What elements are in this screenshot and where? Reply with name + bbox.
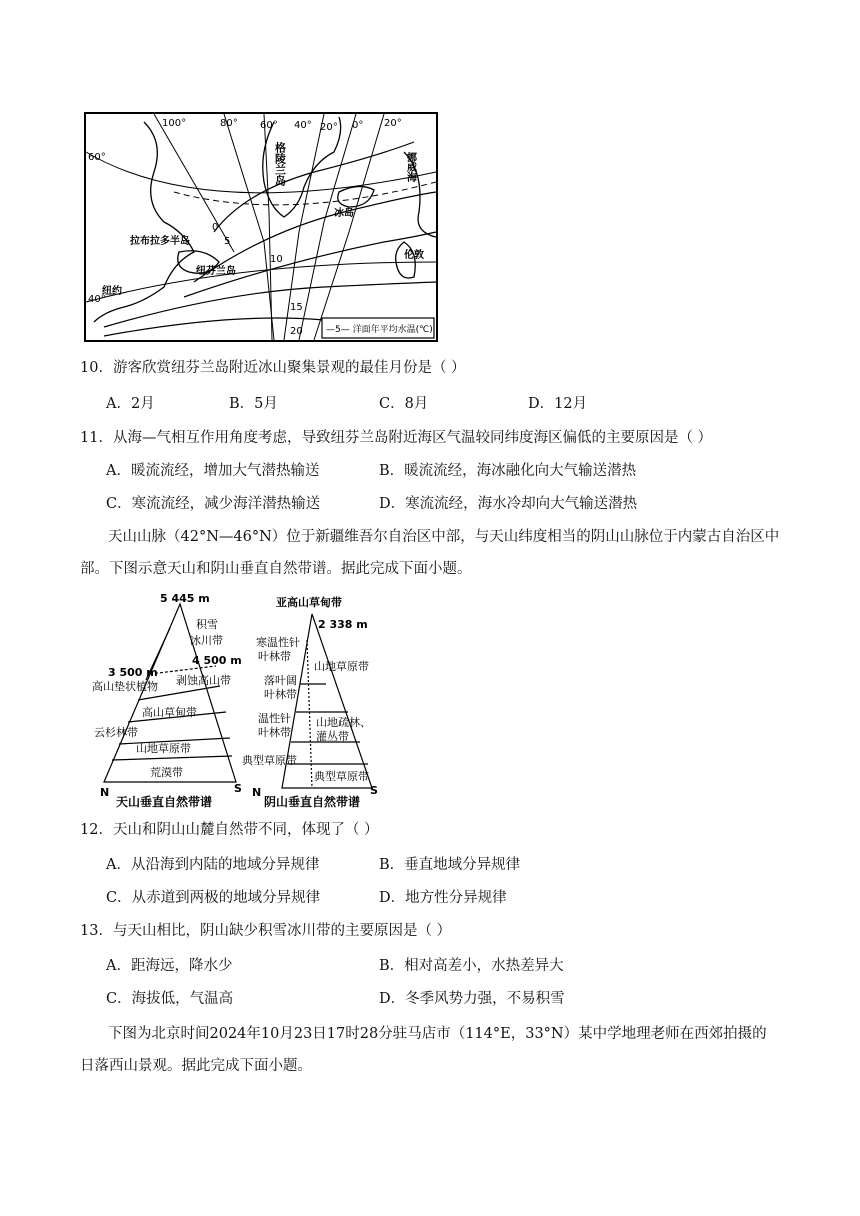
yinshan-left-4: 叶林带 [264, 688, 297, 701]
q13-option-a[interactable]: A．距海远，降水少 [106, 958, 233, 974]
q11-option-b[interactable]: B．暖流流经，海冰融化向大气输送潜热 [379, 463, 637, 479]
q12-option-c[interactable]: C．从赤道到两极的地域分异规律 [106, 890, 321, 906]
yinshan-right-3: 灌丛带 [316, 730, 349, 743]
lon-0-label: 0° [352, 120, 364, 131]
tianshan-caption: 天山垂直自然带谱 [116, 795, 213, 809]
isotherm-20-label: 20 [290, 326, 303, 337]
question-12: 12．天山和阴山山麓自然带不同，体现了（ ） [80, 822, 379, 838]
tianshan-snow: 积雪 [196, 618, 218, 631]
yinshan-top-label: 亚高山草甸带 [276, 596, 342, 609]
yinshan-caption: 阴山垂直自然带谱 [264, 795, 361, 809]
question-13: 13．与天山相比，阴山缺少积雪冰川带的主要原因是（ ） [80, 923, 452, 939]
tianshan-cushion: 高山垫状植物 [92, 680, 158, 693]
q10-option-d[interactable]: D．12月 [528, 396, 588, 412]
lon-60-label: 60° [260, 120, 278, 131]
q12-option-a[interactable]: A．从沿海到内陆的地域分异规律 [106, 857, 320, 873]
yinshan-right-1: 山地草原带 [314, 660, 369, 673]
norwegian-sea-label: 挪威海 [404, 152, 416, 182]
tianshan-3500: 3 500 m [108, 666, 158, 679]
q11-option-a[interactable]: A．暖流流经，增加大气潜热输送 [106, 463, 320, 479]
q13-option-b[interactable]: B．相对高差小，水热差异大 [379, 958, 564, 974]
labrador-label: 拉布拉多半岛 [130, 236, 190, 247]
isotherm-5-label: 5 [224, 236, 231, 247]
sunset-intro-paragraph: 下图为北京时间2024年10月23日17时28分驻马店市（114°E，33°N）某中学地理老师在西郊拍摄的日落西山景观。据此完成下面小题。 [80, 1026, 767, 1074]
yinshan-left-1: 寒温性针 [256, 636, 300, 649]
new-york-label: 纽约 [102, 286, 122, 297]
tianshan-intro-paragraph: 天山山脉（42°N—46°N）位于新疆维吾尔自治区中部，与天山纬度相当的阴山山脉位于内蒙古自治区中部。下图示意天山和阴山垂直自然带谱。据此完成下面小题。 [80, 529, 780, 577]
lat-60-label: 60° [88, 152, 106, 163]
yinshan-north: N [252, 786, 262, 799]
map-legend: —5— 洋面年平均水温(℃) [326, 325, 433, 335]
newfoundland-label: 纽芬兰岛 [196, 266, 236, 277]
q10-option-c[interactable]: C．8月 [379, 396, 429, 412]
vertical-zonation-diagram [86, 592, 386, 810]
tianshan-desert: 荒漠带 [150, 766, 183, 779]
yinshan-left-3: 落叶阔 [264, 674, 297, 687]
tianshan-glacier: 冰川带 [190, 634, 223, 647]
q11-option-c[interactable]: C．寒流流经，减少海洋潜热输送 [106, 496, 321, 512]
iceland-label: 冰岛 [334, 208, 354, 219]
q13-option-d[interactable]: D．冬季风势力强，不易积雪 [379, 991, 565, 1007]
q10-option-b[interactable]: B．5月 [229, 396, 278, 412]
lat-40-label: 40° [88, 294, 106, 305]
isotherm-0-label: 0 [212, 222, 219, 233]
lon-40-label: 40° [294, 120, 312, 131]
yinshan-left-7: 典型草原带 [242, 754, 297, 767]
question-11: 11．从海—气相互作用角度考虑，导致纽芬兰岛附近海区气温较同纬度海区偏低的主要原因是（ ） [80, 430, 713, 446]
yinshan-right-4: 典型草原带 [314, 770, 369, 783]
yinshan-left-6: 叶林带 [258, 726, 291, 739]
q12-option-d[interactable]: D．地方性分异规律 [379, 890, 507, 906]
tianshan-meadow: 高山草甸带 [142, 706, 197, 719]
q10-option-a[interactable]: A．2月 [106, 396, 155, 412]
yinshan-left-5: 温性针 [258, 712, 291, 725]
yinshan-right-2: 山地疏林、 [316, 716, 371, 729]
q12-option-b[interactable]: B．垂直地域分异规律 [379, 857, 521, 873]
tianshan-spruce: 云杉林带 [94, 726, 138, 739]
tianshan-denudation: 剥蚀高山带 [176, 674, 231, 687]
tianshan-4500: 4 500 m [192, 654, 242, 667]
tianshan-steppe: 山地草原带 [136, 742, 191, 755]
lon-100-label: 100° [162, 118, 187, 129]
q13-option-c[interactable]: C．海拔低，气温高 [106, 991, 234, 1007]
north-atlantic-map [84, 112, 438, 342]
lon-80-label: 80° [220, 118, 238, 129]
isotherm-10-label: 10 [270, 254, 283, 265]
yinshan-left-2: 叶林带 [258, 650, 291, 663]
yinshan-south: S [370, 784, 378, 797]
tianshan-peak: 5 445 m [160, 592, 210, 605]
london-label: 伦敦 [404, 250, 424, 261]
isotherm-15-label: 15 [290, 302, 303, 313]
q11-option-d[interactable]: D．寒流流经，海水冷却向大气输送潜热 [379, 496, 638, 512]
greenland-label: 格陵兰岛 [273, 142, 287, 186]
tianshan-south: S [234, 782, 242, 795]
yinshan-peak: 2 338 m [318, 618, 368, 631]
lon-20-label: 20° [320, 122, 338, 133]
question-10: 10．游客欣赏纽芬兰岛附近冰山聚集景观的最佳月份是（ ） [80, 360, 466, 376]
lon-20e-label: 20° [384, 118, 402, 129]
tianshan-north: N [100, 786, 110, 799]
